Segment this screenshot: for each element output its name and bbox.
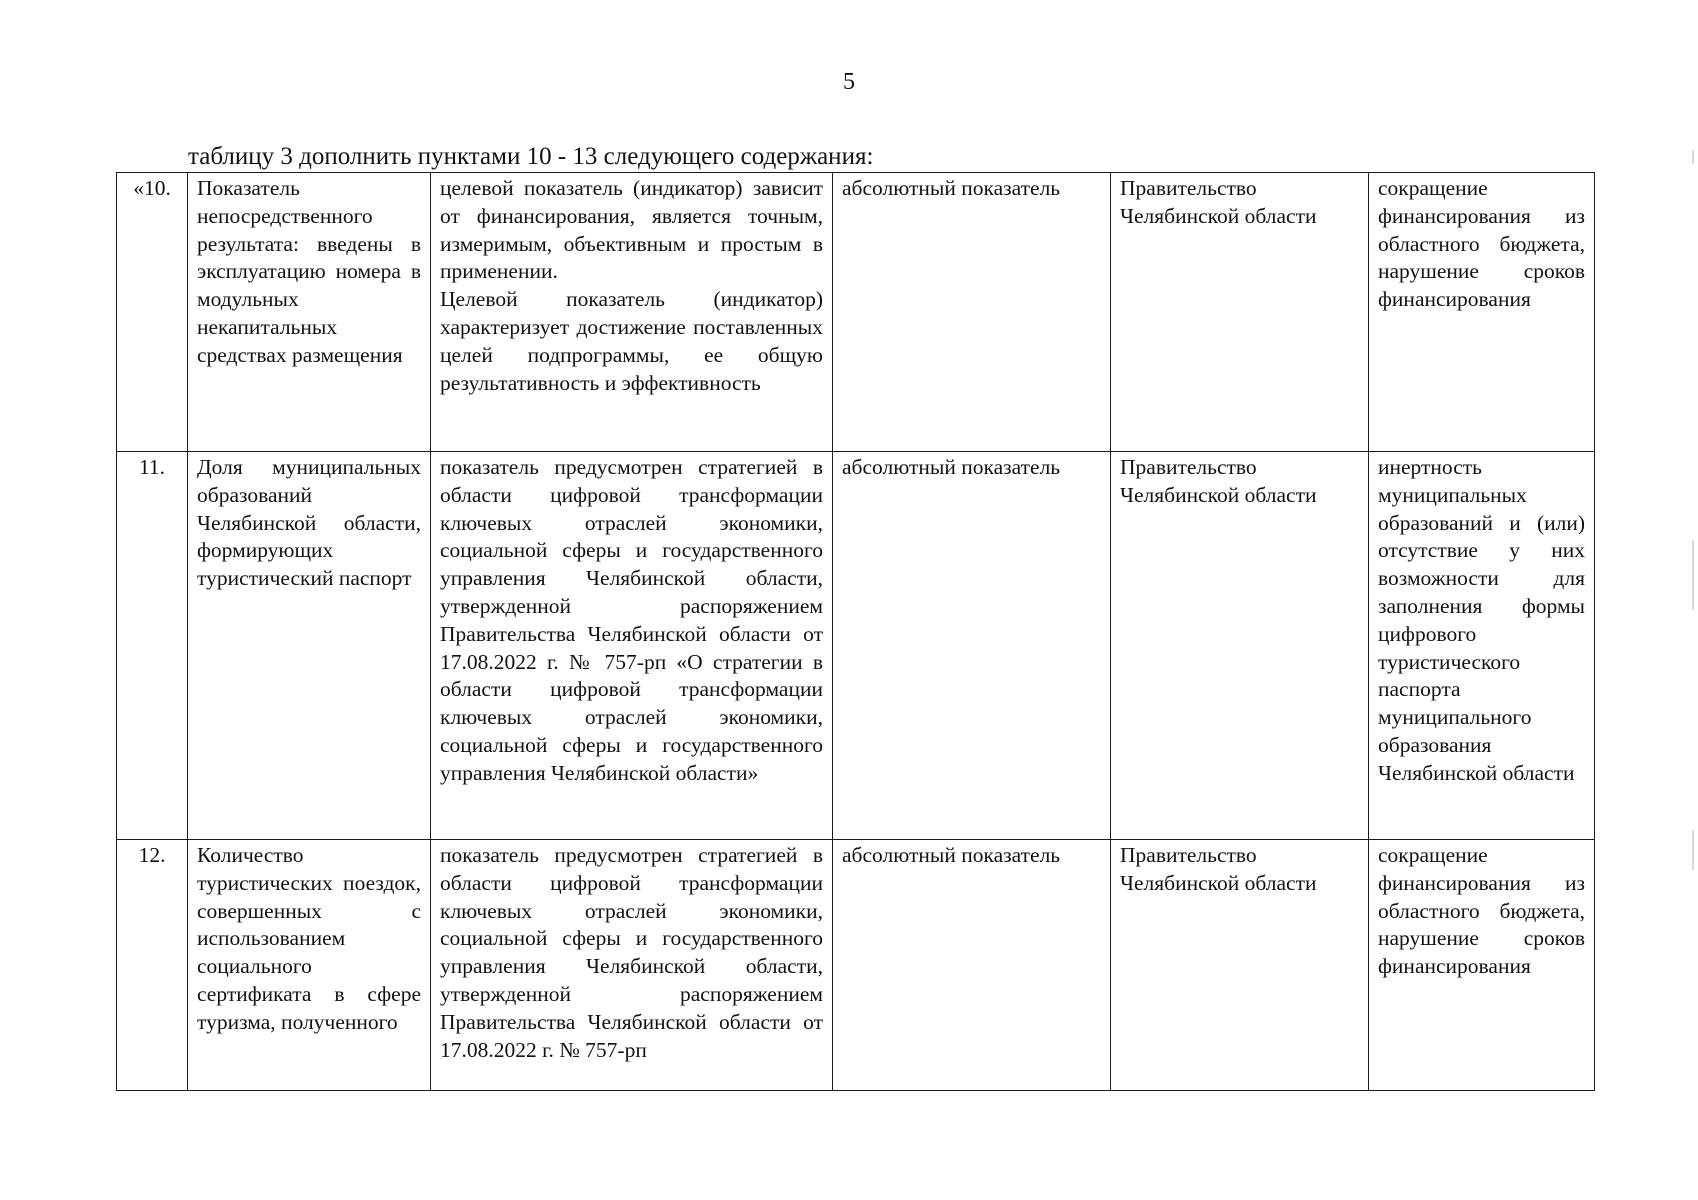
scan-artifact bbox=[1692, 540, 1694, 610]
description-cell bbox=[431, 840, 833, 1091]
indicators-table bbox=[116, 172, 1595, 1091]
risk-factors-cell: сокращение финансирования из областного бюджета, нарушение сроков финансирования bbox=[1369, 173, 1595, 452]
table-row bbox=[117, 452, 1595, 840]
indicator-type-cell: абсолютный показатель bbox=[833, 173, 1111, 452]
scan-artifact bbox=[1692, 830, 1694, 870]
description-paragraph: Целевой показатель (индикатор) характеризует достижение поставленных целей подпрограммы, ее общую результативность и эффективность bbox=[440, 287, 823, 395]
risk-factors-cell: сокращение финансирования из областного бюджета, нарушение сроков финансирования bbox=[1369, 840, 1595, 1091]
description-paragraph: целевой показатель (индикатор) зависит от финансирования, является точным, измеримым, объективным и простым в применении. bbox=[440, 176, 823, 284]
description-paragraph: показатель предусмотрен стратегией в области цифровой трансформации ключевых отраслей экономики, социальной сферы и государственного управления Челябинской области, утвержденной распоряжением Правительства Челябинской области от 17.08.2022 г. № 757-рп «О стратегии в области цифровой трансформации ключевых отраслей экономики, социальной сферы и государственного управления Челябинской области» bbox=[440, 455, 823, 785]
row-number-cell: 12. bbox=[117, 840, 188, 1091]
description-cell bbox=[431, 452, 833, 840]
indicator-name-cell: Доля муниципальных образований Челябинской области, формирующих туристический паспорт bbox=[188, 452, 431, 840]
indicator-type-cell: абсолютный показатель bbox=[833, 840, 1111, 1091]
risk-factors-cell: инертность муниципальных образований и (или) отсутствие у них возможности для заполнения формы цифрового туристического паспорта муниципального образования Челябинской области bbox=[1369, 452, 1595, 840]
indicator-name-cell: Показатель непосредственного результата: введены в эксплуатацию номера в модульных некапитальных средствах размещения bbox=[188, 173, 431, 452]
indicator-name-cell: Количество туристических поездок, совершенных с использованием социального сертификата в сфере туризма, полученного bbox=[188, 840, 431, 1091]
responsible-org-cell: Правительство Челябинской области bbox=[1111, 840, 1369, 1091]
page-number: 5 bbox=[843, 69, 855, 95]
responsible-org-cell: Правительство Челябинской области bbox=[1111, 173, 1369, 452]
scan-artifact bbox=[1692, 150, 1694, 164]
description-paragraph: показатель предусмотрен стратегией в области цифровой трансформации ключевых отраслей экономики, социальной сферы и государственного управления Челябинской области, утвержденной распоряжением Правительства Челябинской области от 17.08.2022 г. № 757-рп bbox=[440, 843, 823, 1062]
table-row bbox=[117, 840, 1595, 1091]
row-number-cell: «10. bbox=[117, 173, 188, 452]
indicator-type-cell: абсолютный показатель bbox=[833, 452, 1111, 840]
table-row bbox=[117, 173, 1595, 452]
description-cell bbox=[431, 173, 833, 452]
responsible-org-cell: Правительство Челябинской области bbox=[1111, 452, 1369, 840]
row-number-cell: 11. bbox=[117, 452, 188, 840]
intro-text: таблицу 3 дополнить пунктами 10 - 13 следующего содержания: bbox=[188, 143, 874, 170]
